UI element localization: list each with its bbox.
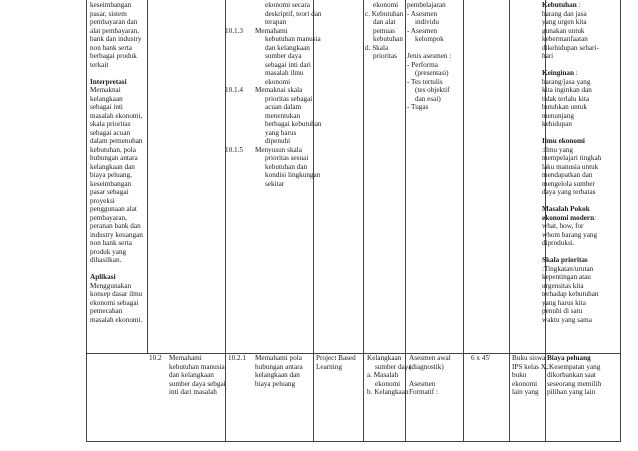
glossary-line: [542, 27, 601, 36]
text-line: pasar sebagai: [90, 188, 129, 196]
text-line: dihasilkan.: [90, 256, 122, 264]
text-line: Kelangkaan: [367, 354, 402, 362]
glossary-term: Ilmu ekonomi: [542, 137, 585, 145]
text-line: proyeksi: [90, 196, 115, 205]
text-line: Formatif :: [409, 388, 438, 396]
indicator-line: [227, 1, 311, 10]
indicator-line: [227, 27, 311, 36]
indicator-number: 10.2.1: [228, 354, 246, 362]
indicator-text: masalah ilmu: [265, 69, 304, 77]
glossary-definition: dikorbankan saat: [547, 371, 596, 379]
indicator-line: [227, 18, 311, 27]
glossary-line: [542, 290, 601, 299]
text-line: pembayaran,: [90, 213, 127, 222]
glossary-line: [547, 363, 601, 372]
glossary-line: [542, 10, 601, 19]
col-divider: [147, 0, 148, 353]
glossary-line: [542, 95, 601, 104]
glossary-line: [542, 35, 601, 44]
text-line: produk yang: [90, 247, 127, 256]
indicator-line: [227, 112, 311, 121]
glossary-line: [542, 222, 601, 231]
text-line: (presentasi): [415, 69, 449, 77]
glossary-punct: :: [594, 213, 597, 222]
glossary-definition: daya yang terbatas: [542, 188, 596, 196]
text-line: sumber daya: [375, 362, 412, 371]
text-line: masalah ekonomi.: [90, 315, 143, 324]
glossary-definition: yang harus kita: [542, 298, 586, 307]
indicator-line: [227, 146, 311, 155]
time-allocation: 6 x 45': [471, 354, 491, 362]
glossary-line: [542, 171, 601, 180]
indicator-cell: [225, 1, 322, 188]
indicator-number: 10.1.4: [225, 86, 243, 94]
glossary-definition: :Tingkatan/urutan: [542, 264, 594, 273]
text-line: [407, 44, 451, 53]
indicator-line: [227, 129, 311, 138]
text-line: hubungan antara: [255, 362, 303, 371]
col-divider: [509, 0, 510, 441]
indicator-text: kebutuhan manusia: [265, 35, 321, 43]
kd-text-cell: [169, 354, 226, 397]
indicator-text: sebagai inti dari: [265, 60, 311, 69]
glossary-line: [542, 239, 601, 248]
text-line: non bank serta: [90, 239, 132, 247]
glossary-definition: pilihan yang lain: [547, 388, 596, 396]
text-line: skala prioritas: [90, 120, 131, 128]
text-line: Interpretasi: [90, 77, 127, 86]
glossary-definition: hari: [542, 52, 554, 60]
glossary-line: [542, 197, 601, 206]
col-divider: [463, 0, 464, 441]
glossary-definition: diproduksi.: [542, 239, 575, 247]
text-line: Learning: [316, 362, 342, 371]
indicator-text: dipenuhi: [265, 137, 291, 145]
glossary-definition: seseorang memilih: [547, 379, 602, 388]
text-line: sebagai inti: [90, 103, 123, 111]
text-line: pemuas: [373, 26, 395, 35]
glossary-term: Masalah Pokok: [542, 205, 590, 213]
glossary-line: [542, 163, 601, 172]
indicator-text: acuan dalam: [265, 103, 302, 111]
indicator-line: [227, 103, 311, 112]
glossary-definition: waktu yang sama: [542, 315, 592, 324]
indicator-text: kondisi lingkungan: [265, 171, 321, 179]
text-line: Jenis asesmen :: [407, 52, 452, 60]
text-line: alat pembayaran,: [90, 26, 140, 35]
text-line: ekonomi: [373, 1, 399, 9]
text-line: biaya peluang,: [90, 171, 132, 179]
glossary-line: [542, 180, 601, 189]
text-line: industry keuangan: [90, 230, 143, 239]
text-line: kebutuhan, pola: [90, 145, 136, 154]
indicator-text: sumber daya: [265, 52, 302, 60]
text-line: IPS kelas X,: [512, 362, 548, 371]
indicator-line: [227, 171, 321, 180]
glossary-cell: [547, 354, 601, 397]
glossary-line: [542, 248, 601, 257]
glossary-term: Kebutuhan: [542, 1, 577, 9]
text-line: Asesmen: [409, 379, 436, 388]
indicator-text: dan kelangkaan: [265, 43, 310, 52]
text-line: ekonomi: [512, 379, 538, 388]
glossary-line: [547, 371, 601, 380]
glossary-definition: menunjang: [542, 111, 574, 120]
text-line: c. Kebutuhan: [365, 9, 404, 18]
material-cell: [367, 354, 412, 397]
indicator-text: ekonomi secara: [265, 1, 310, 9]
glossary-definition: barang dan jasa: [542, 9, 587, 18]
text-line: non bank serta: [90, 43, 132, 52]
kd-number: 10.2: [149, 354, 162, 362]
glossary-line: [542, 316, 601, 325]
text-line: - Asesmen: [407, 26, 438, 35]
glossary-line: [542, 299, 601, 308]
indicator-line: [227, 78, 311, 87]
glossary-line: [542, 146, 601, 155]
model-cell: [316, 354, 356, 371]
glossary-definition: tidak terlalu kita: [542, 94, 590, 103]
indicator-line: [227, 86, 311, 95]
text-line: kelangkaan: [90, 94, 123, 103]
glossary-line: [542, 1, 601, 10]
competency-description-cell: [90, 1, 143, 324]
indicator-text: prioritas sebagai: [265, 94, 313, 103]
glossary-definition: terhadap kebutuhan: [542, 290, 599, 298]
text-line: Aplikasi: [90, 273, 116, 281]
text-line: (tes objektif: [415, 86, 450, 94]
indicator-text: Memahami: [255, 26, 288, 35]
text-line: Memaknai: [90, 86, 121, 94]
col-divider: [363, 0, 364, 441]
glossary-line: [542, 120, 601, 129]
glossary-definition: laku manusia untuk: [542, 162, 599, 171]
text-line: [90, 69, 143, 78]
text-line: peranan bank dan: [90, 222, 141, 230]
text-line: kelangkaan dan: [90, 162, 135, 171]
indicator-number: 10.1.5: [225, 145, 243, 154]
glossary-definition: mendapatkan dan: [542, 171, 593, 179]
indicator-line: [227, 35, 321, 44]
indicator-line: [227, 9, 322, 19]
indicator-text: Menyusun skala: [255, 145, 302, 154]
text-line: - Performa: [407, 60, 438, 69]
assessment-cell: [409, 354, 451, 397]
glossary-line: [542, 112, 601, 121]
text-line: keseimbangan: [90, 179, 132, 188]
text-line: a. Masalah: [367, 371, 399, 379]
learning-plan-table: [86, 0, 621, 442]
glossary-definition: butuhkan untuk: [542, 103, 587, 111]
text-line: dan alat: [373, 18, 396, 26]
glossary-term: ekonomi modern: [542, 213, 595, 222]
indicator-text: prioritas sesuai: [265, 154, 309, 162]
text-line: individu: [415, 18, 439, 26]
indicator-line: [227, 120, 322, 129]
indicator-cell: [255, 354, 303, 388]
text-line: pembayaran dan: [90, 18, 138, 26]
glossary-definition: whom barang yang: [542, 230, 598, 239]
glossary-definition: gunakan untuk: [542, 26, 585, 35]
glossary-line: [542, 282, 601, 291]
text-line: lain yang: [512, 388, 539, 396]
text-line: buku: [512, 371, 527, 379]
glossary-term: Biaya peluang: [547, 354, 591, 362]
indicator-line: [227, 52, 311, 61]
text-line: konsep dasar ilmu: [90, 290, 143, 298]
text-line: (diagnostik): [409, 362, 444, 371]
glossary-punct: :: [576, 1, 581, 9]
glossary-line: [542, 52, 601, 61]
text-line: Buku siswa: [512, 354, 546, 362]
text-line: bank dan industry: [90, 35, 142, 43]
text-line: biaya peluang: [255, 379, 296, 388]
glossary-definition: :ilmu yang: [542, 145, 573, 154]
text-line: Project Based: [316, 354, 356, 362]
text-line: ekonomi: [375, 379, 401, 388]
text-line: terkait: [90, 60, 109, 69]
text-line: Memahami: [169, 354, 202, 362]
text-line: kebutuhan: [373, 35, 403, 43]
indicator-text: yang harus: [265, 128, 297, 137]
glossary-line: [542, 265, 601, 274]
indicator-line: [227, 154, 311, 163]
text-line: kelompok: [415, 35, 444, 43]
glossary-line: [542, 205, 601, 214]
glossary-line: [542, 78, 601, 87]
glossary-line: [542, 44, 601, 53]
glossary-line: [542, 231, 601, 240]
text-line: penggunaan alat: [90, 205, 137, 213]
text-line: [90, 265, 143, 274]
glossary-line: [542, 307, 601, 316]
glossary-definition: dikehidupan sehari-: [542, 43, 599, 52]
col-divider: [313, 0, 314, 441]
glossary-term: Skala prioritas: [542, 256, 588, 264]
glossary-line: [542, 18, 601, 27]
glossary-line: [542, 154, 601, 163]
text-line: pembelajaran: [407, 1, 446, 9]
glossary-definition: kepentingan atau: [542, 273, 591, 281]
text-line: [409, 371, 451, 380]
text-line: kebutuhan manusia: [169, 362, 225, 371]
glossary-definition: kehidupan: [542, 120, 572, 128]
text-line: inti dari masalah: [169, 388, 217, 396]
glossary-definition: kebermanfaatan: [542, 35, 588, 43]
indicator-line: [227, 137, 311, 146]
assessment-cell: [407, 1, 451, 112]
glossary-definition: penuhi di satu: [542, 307, 583, 315]
text-line: - Tes tertulis: [407, 77, 443, 86]
glossary-definition: barang/jasa yang: [542, 77, 591, 86]
glossary-line: [542, 103, 601, 112]
indicator-text: terapan: [265, 18, 287, 26]
text-line: Memahami pola: [255, 354, 302, 362]
glossary-line: [542, 273, 601, 282]
indicator-text: kebutuhan dan: [265, 162, 308, 171]
indicator-line: [227, 180, 311, 189]
glossary-line: [547, 388, 601, 397]
text-line: pasar, sistem: [90, 9, 127, 18]
text-line: b. Kelangkaan: [367, 388, 409, 396]
glossary-line: [542, 188, 601, 197]
indicator-text: sekitar: [265, 179, 285, 188]
glossary-definition: urgensitas kita: [542, 281, 584, 290]
indicator-text: berbagai kebutuhan: [265, 120, 322, 128]
glossary-line: [542, 214, 601, 223]
glossary-line: [547, 354, 601, 363]
text-line: Menggunakan: [90, 281, 132, 290]
text-line: dan esai): [415, 94, 441, 103]
glossary-line: [542, 256, 601, 265]
text-line: dalam pemenuhan: [90, 137, 143, 145]
text-line: hubungan antara: [90, 154, 138, 162]
text-line: prioritas: [373, 52, 397, 60]
glossary-line: [542, 86, 601, 95]
glossary-definition: kita inginkan dan: [542, 86, 592, 94]
text-line: - Asesmen: [407, 9, 438, 18]
text-line: sumber daya sebgai: [169, 379, 226, 388]
glossary-line: [542, 137, 601, 146]
glossary-definition: mempelajari tingkah: [542, 154, 602, 162]
text-line: d. Skala: [365, 43, 389, 52]
glossary-line: [542, 69, 601, 78]
text-line: dan kelangkaan: [169, 371, 214, 379]
text-line: kelangkaan dan: [255, 371, 300, 379]
text-line: keseimbangan: [90, 1, 132, 9]
text-line: masalah ekonomi,: [90, 111, 143, 120]
indicator-line: [227, 69, 311, 78]
indicator-text: deskriptif, teori dan: [265, 9, 322, 18]
indicator-text: ekonomi: [265, 77, 291, 86]
indicator-text: Memaknai skala: [255, 86, 303, 94]
glossary-punct: :: [573, 69, 578, 77]
glossary-line: [547, 380, 601, 389]
glossary-definition: mengelola sumber: [542, 179, 595, 188]
indicator-line: [227, 163, 311, 172]
glossary-definition: :Kesempatan yang: [547, 362, 601, 371]
indicator-line: [227, 44, 311, 53]
glossary-definition: what, how, for: [542, 222, 584, 230]
text-line: ekonomi sebagai: [90, 298, 139, 307]
glossary-line: [542, 129, 601, 138]
indicator-line: [227, 95, 311, 104]
text-line: pemecahan: [90, 307, 123, 315]
glossary-line: [542, 61, 601, 70]
indicator-line: [227, 61, 311, 70]
glossary-term: Keinginan: [542, 69, 574, 77]
text-line: sebagai acuan: [90, 128, 131, 137]
source-cell: [512, 354, 548, 397]
indicator-number: 10.1.3: [225, 26, 243, 35]
glossary-cell: [542, 1, 601, 324]
text-line: - Tugas: [407, 103, 429, 111]
text-line: Asesmen awal: [409, 354, 451, 362]
text-line: berbagai produk: [90, 52, 137, 60]
glossary-definition: yang urgen kita: [542, 18, 587, 26]
indicator-text: menentukan: [265, 111, 301, 120]
material-cell: [365, 1, 403, 61]
